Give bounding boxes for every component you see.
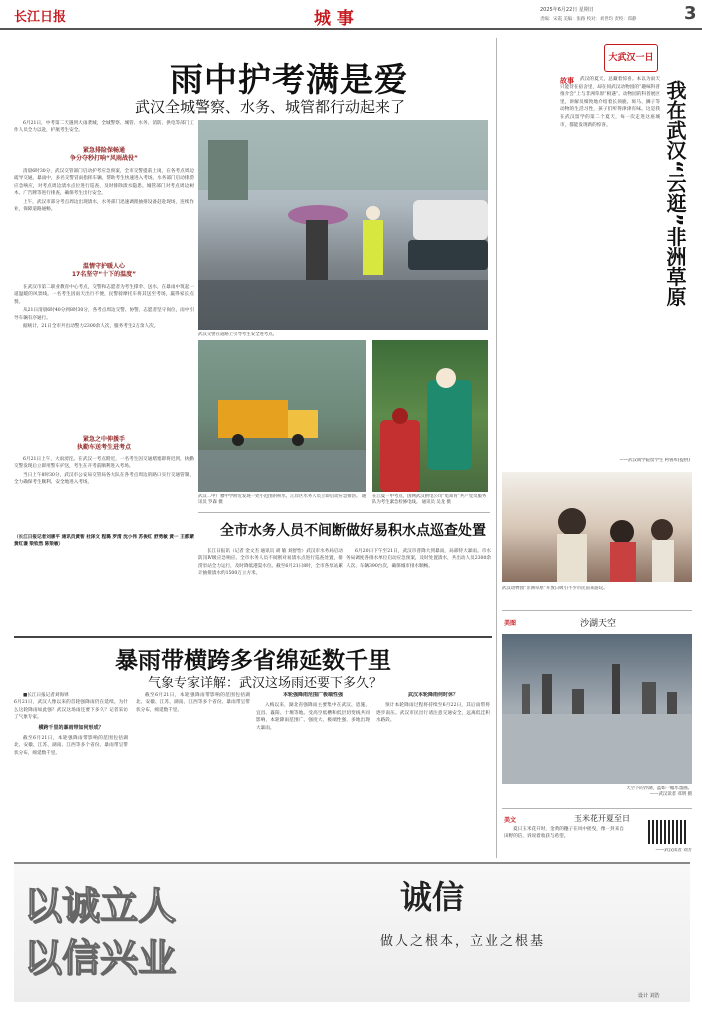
storm-title: 暴雨带横跨多省绵延数千里 [115,648,391,674]
storm-text-1: ■长江日报记者刘海铎 6月21日，武汉人像以来的首轮强降雨仍在延续。为什么这轮降雨如此强？武汉这场雨还要下多久？记者采访了气象专家。 横跨千里的暴雨带如何形成？ 截至6月21日，本轮强降雨带影响的范围包括湖北、安徽、江苏、湖南、江西等多个省份。暴雨带呈带状分布，绵延数千里。 [14,693,128,756]
photo-shahu-sky [502,634,692,784]
photo-zoo-children [502,472,692,582]
storm-subhead-2: 本轮强降雨范围广极端性强 [282,692,343,698]
column-divider [496,38,497,858]
divider [198,512,490,513]
column-title-text: 我在武汉“云逛”非洲草原 [663,80,687,307]
newspaper-logo: 长江日报 [14,10,67,25]
ad-slogan: 做人之根本，立业之根基 [380,934,546,949]
lead-section-3-text: 6月21日上午，大雨滂沱。在武汉一考点附近，一名考生因交通堵塞即将迟到，执勤交警发现后立即用警车护送，考生在开考前顺利进入考场。 当日上午8时30分，武汉市公安局交管局各大队在各考点周边的路口实行交通管制，全力确保考生顺利、安全地进入考场。 [14,457,194,486]
photo-power-repair [372,340,488,492]
ad-left-text: 以诚立人 以信兴业 [24,884,177,980]
storm-text-3: 本轮强降雨范围广极端性强 入梅以来，湖北省强降雨主要集中在武汉、恩施、宜昌、襄阳、十堰等地。受高空低槽和低层切变线共同影响，本轮降雨范围广、强度大、极端性强，多地出现大暴雨。 [256,692,370,731]
ad-banner [14,862,690,1002]
ad-title: 诚信 [400,878,465,916]
page-number: 3 [684,3,697,24]
water-text-1: 长江日报讯（记者 金文杰 通讯员 胡 敏 刘舒怡）武汉市水务局启动防汛Ⅳ级应急响应。全市水务人员不间断对易渍水点进行巡查处置，排涝泵站全力运行，及时降低港渠水位。截至6月21日8时，全市各泵站累计抽排渍水约1500万立方米。 [198,549,343,577]
photo-traffic-police-in-rain [198,120,488,330]
meiwen-title: 玉米花开夏至日 [574,814,630,823]
zoo-photo-caption: 武汉动物园“非洲草原”开放日吸引不少市民前来游玩。 [502,586,608,591]
rain-street-illustration [198,120,488,330]
qr-code [648,820,688,844]
meiwen-author: ——武汉读者 刘芳 [655,848,692,853]
meiwen-label: 美文 [504,817,517,824]
column-badge-text: 大武汉一日 [608,53,654,63]
column-text: 武汉的夏天，总藏着惊喜。本以为雨天只能待在宿舍里，却在同武汉动物园的“趣味科普推介会”上与非洲草原“相遇”。动物园的科普展区里，讲解员细致地介绍着长颈鹿、斑马、狮子等动物的生活习性，孩子们听得津津有味。这是我在武汉留学的第二个夏天，每一次走进这座城市，都能发现新的惊喜。 [560,77,660,128]
column-title [664,80,690,306]
column-badge [604,44,658,72]
storm-subtitle: 气象专家详解：武汉这场雨还要下多久？ [148,676,383,691]
lead-section-2-title: 温情守护暖人心 17名坚守“十下的温度” [71,263,137,278]
issue-date: 2025年6月22日 星期日 [540,7,594,13]
meitu-label: 美图 [504,620,517,627]
meitu-title: 沙湖天空 [580,619,617,629]
divider [14,636,492,638]
storm-subhead-1: 横跨千里的暴雨带如何形成？ [38,724,104,731]
photo-water-pumping [198,340,366,492]
lead-title: 雨中护考满是爱 [170,60,408,99]
children-illustration [502,472,692,582]
photo-2-caption: 武汉二中广雅中学附近发现一处小范围的积水，江岸区水务人员立即启动应急排涝。 通讯员 罗森 摄 [198,494,367,506]
water-text-2: 6月20日下午至21日，武汉市普降大到暴雨，局部特大暴雨。市水务局调度各排水单位启动应急预案，及时处置渍水，共出动人员2300余人次、车辆390台次，确保城市排水顺畅。 [346,549,491,569]
pumping-truck-illustration [198,340,366,492]
skyline-illustration [502,634,692,784]
ad-designer: 设计 刘浩 [638,993,660,999]
meiwen-text: 夏日玉米花开时，金黄的穗子在风中摇曳，像一封来自田野的信，诉说着收获与希望。 [504,827,624,840]
lead-intro: 6月21日，中考第二天遇到大雨袭城，全城警察、城管、水务、消防、供电等部门工作人员全力以赴，护航考生安全。 [14,121,194,134]
column-label: 故事 [560,77,574,85]
storm-text-2: 截至6月21日，本轮强降雨带影响的范围包括湖北、安徽、江苏、湖南、江西等多个省份。暴雨带呈带状分布，绵延数千里。 [136,693,250,713]
shahu-caption: 天空下的沙湖，蓝如一幅水墨画。 ——武汉读者 邓明 摄 [626,786,692,798]
photo-3-caption: 在江夏一中考点，国网武汉供电公司“电知青”共产党员服务队为考生紧急检修电线。 通讯员 吴龙 摄 [372,494,487,506]
divider [502,808,692,809]
lead-subtitle: 武汉全城警察、水务、城管都行动起来了 [135,98,406,116]
lead-section-1-title: 紧急排险保畅通 争分夺秒打响“风雨战役” [70,147,138,162]
column-author: ——武汉商学院留学生 阿鲁库(提供) [619,458,690,463]
divider [502,610,692,611]
repair-workers-illustration [372,340,488,492]
lead-section-2-text: 在武汉市第二职业教育中心考点，交警和志愿者为考生撑伞、送水，在暴雨中筑起一道温暖的风景线。一名考生因雨天出行不便，民警骑摩托车将其送至考场，赢得家长点赞。 从21日清晨6时40分到8时30分，各考点周边交警、协警、志愿者坚守岗位，雨中引导车辆有序通行。 据统计，21日全市共出动警力2300余人次，服务考生2万余人次。 [14,285,194,330]
storm-text-4: 武汉本轮降雨何时休？ 预计本轮降雨过程将持续至6月22日，其后雨带将逐步南压。武汉市民出行请注意交通安全，远离低洼积水路段。 [376,692,490,724]
photo-1-caption: 武汉交警在道路上引导考生安全进考点。 [198,332,278,337]
lead-reporters: （长江日报记者刘康平 通讯员黄智 杜泽文 程璐 罗清 沈小伟 苏俊红 舒勇敏 黄一 王都蒙 黄红谦 梁钦然 陈梁敏） [14,535,194,548]
section-title: 城 事 [314,9,354,29]
storm-subhead-3: 武汉本轮降雨何时休？ [407,692,458,698]
lead-section-1-text: 清晨6时30分，武汉交管部门启动护考应急预案，全市交警提前上岗，在各考点周边疏导交通。暴雨中，多名交警冒雨指挥车辆，帮助考生快速进入考场。水务部门启动排涝应急响应，对考点周边渍水点位进行巡查，及时排除渍水隐患。城管部门对考点周边树木、广告牌等进行排查，确保考生出行安全。 上午，武汉市部分考点周边出现渍水，水务部门迅速调派抽排设备赶赴现场，连续作业，保障道路通畅。 [14,169,194,213]
masthead [0,0,702,30]
page-credits: 责编：宋霞 美编：张路 校对：刘世均 责校：郑静 [540,17,637,22]
lead-section-3-title: 紧急之中伸援手 执勤车送考生进考点 [76,436,131,451]
water-title: 全市水务人员不间断做好易积水点巡查处置 [220,523,486,539]
